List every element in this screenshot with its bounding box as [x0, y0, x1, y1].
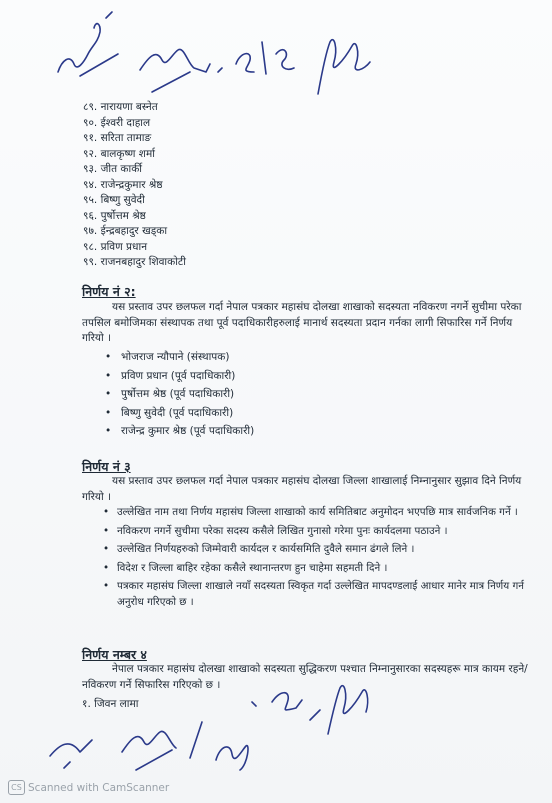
signature-stroke	[122, 731, 176, 752]
decision-4-paragraph: नेपाल पत्रकार महासंघ दोलखा शाखाको सदस्यता सुद्धिकरण पश्चात निम्नानुसारका सदस्यहरू मात्र कायम रहने/नविकरण गर्ने सिफारिस गरिएको छ ।	[82, 663, 528, 691]
camscanner-logo: CS	[8, 780, 25, 795]
member-name-list	[83, 100, 186, 271]
list-item-text: राजेन्द्र कुमार श्रेष्ठ (पूर्व पदाधिकारी)	[121, 425, 255, 437]
list-item	[103, 579, 535, 610]
signature-stroke	[252, 702, 256, 706]
list-item-text: उल्लेखित नाम तथा निर्णय महासंघ जिल्ला शाखाको कार्य समितिबाट अनुमोदन भएपछि मात्र सार्वजनिक गर्ने ।	[117, 506, 518, 518]
list-item: ९३. जीत कार्की	[83, 163, 142, 175]
list-item-text: उल्लेखित निर्णयहरुको जिम्मेवारी कार्यदल र कार्यसमिति दुवैले समान ढंगले लिने ।	[117, 543, 415, 555]
list-item-text: विदेश र जिल्ला बाहिर रहेका कसैले स्थानान्तरण हुन चाहेमा सहमती दिने ।	[117, 561, 388, 574]
bullet-icon: •	[103, 524, 110, 537]
list-item	[103, 505, 535, 521]
list-item: ८९. नारायणा बस्नेत	[83, 101, 158, 113]
top-signatures	[40, 2, 380, 112]
list-item: ९१. सरिता तामाङ	[83, 132, 152, 144]
list-item-text: नविकरण नगर्ने सुचीमा परेका सदस्य कसैले लिखित गुनासो गरेमा पुनः कार्यदलमा पठाउने ।	[117, 524, 448, 537]
signature-stroke	[276, 50, 294, 70]
list-item	[105, 348, 254, 367]
signature-stroke	[218, 68, 222, 72]
list-item	[103, 524, 535, 540]
scanner-watermark-text: Scanned with CamScanner	[28, 781, 170, 794]
list-item: ९६. पुर्षोत्तम श्रेष्ठ	[83, 209, 146, 222]
bullet-icon: •	[103, 561, 110, 574]
list-item-text: भोजराज न्यौपाने (संस्थापक)	[121, 351, 230, 363]
list-item: ९५. बिष्णु सुवेदी	[83, 194, 145, 206]
bullet-icon: •	[105, 388, 112, 400]
decision-4-first-item: १. जिवन लामा	[82, 698, 139, 710]
bullet-icon: •	[105, 351, 112, 363]
list-item	[103, 542, 535, 558]
bullet-icon: •	[105, 425, 112, 437]
decision-3-paragraph: यस प्रस्ताव उपर छलफल गर्दा नेपाल पत्रकार महासंघ दोलखा जिल्ला शाखालाई निम्नानुसार सुझाव दिने निर्णय गरियो ।	[82, 475, 522, 503]
list-item: ९९. राजनबहादुर शिवाकोटी	[83, 256, 186, 268]
signature-stroke	[106, 12, 112, 18]
signature-stroke	[262, 42, 266, 74]
list-item-text: पत्रकार महासंघ जिल्ला शाखाले नयाँ सदस्यता स्विकृत गर्दा उल्लेखित मापदण्डलाई आधार मानेर मात्र निर्णय गर्न अनुरोध गरिएको छ ।	[117, 580, 524, 608]
decision-2-list	[105, 348, 254, 441]
list-item	[105, 367, 254, 386]
list-item: ९०. ईश्वरी दाहाल	[83, 116, 151, 129]
scanner-watermark	[8, 780, 169, 795]
bullet-icon: •	[103, 506, 110, 518]
bullet-icon: •	[103, 580, 110, 592]
decision-4-heading: निर्णय नम्बर ४	[82, 647, 147, 662]
decision-2-paragraph: यस प्रस्ताव उपर छलफल गर्दा नेपाल पत्रकार महासंघ दोलखा शाखाको सदस्यता नविकरण नगर्ने सुचीमा परेका तपसिल बमोजिमका संस्थापक तथा पूर्व पदाधिकारीहरुलाई मानार्थ सदस्यता प्रदान गर्नका लागी सिफारिस गर्ने निर्णय गरियो ।	[82, 301, 522, 344]
signature-stroke	[64, 762, 70, 768]
list-item: ९७. ईन्द्रबहादुर खड्का	[83, 225, 168, 237]
signature-stroke	[272, 693, 302, 710]
signature-stroke	[136, 750, 172, 770]
signature-stroke	[236, 54, 254, 72]
signature-stroke	[318, 40, 370, 94]
signature-stroke	[310, 710, 320, 720]
signature-stroke	[190, 722, 202, 758]
list-item-text: बिष्णु सुवेदी (पूर्व पदाधिकारी)	[121, 406, 234, 419]
list-item-text: पुर्षोत्तम श्रेष्ठ (पूर्व पदाधिकारी)	[121, 388, 235, 400]
list-item	[105, 385, 254, 404]
signature-stroke	[328, 686, 368, 734]
list-item	[105, 422, 254, 441]
decision-2-text	[82, 300, 530, 347]
decision-3-text	[82, 474, 530, 505]
signature-stroke	[216, 746, 248, 770]
list-item	[103, 561, 535, 577]
list-item-text: प्रविण प्रधान (पूर्व पदाधिकारी)	[121, 369, 236, 382]
bullet-icon: •	[105, 369, 112, 382]
signature-stroke	[140, 49, 210, 72]
list-item: ९२. बालकृष्ण शर्मा	[83, 147, 155, 160]
list-item	[105, 404, 254, 423]
signature-stroke	[58, 24, 100, 72]
signature-stroke	[50, 740, 92, 756]
decision-2-heading: निर्णय नं २:	[82, 284, 136, 299]
decision-3-heading: निर्णय नं ३	[82, 459, 131, 474]
bullet-icon: •	[103, 543, 110, 555]
list-item: ९४. राजेन्द्रकुमार श्रेष्ठ	[83, 178, 163, 191]
decision-3-list	[103, 505, 535, 613]
bullet-icon: •	[105, 406, 112, 419]
bottom-signatures	[40, 660, 380, 780]
list-item: ९८. प्रविण प्रधान	[83, 240, 148, 253]
signature-stroke	[152, 72, 190, 92]
